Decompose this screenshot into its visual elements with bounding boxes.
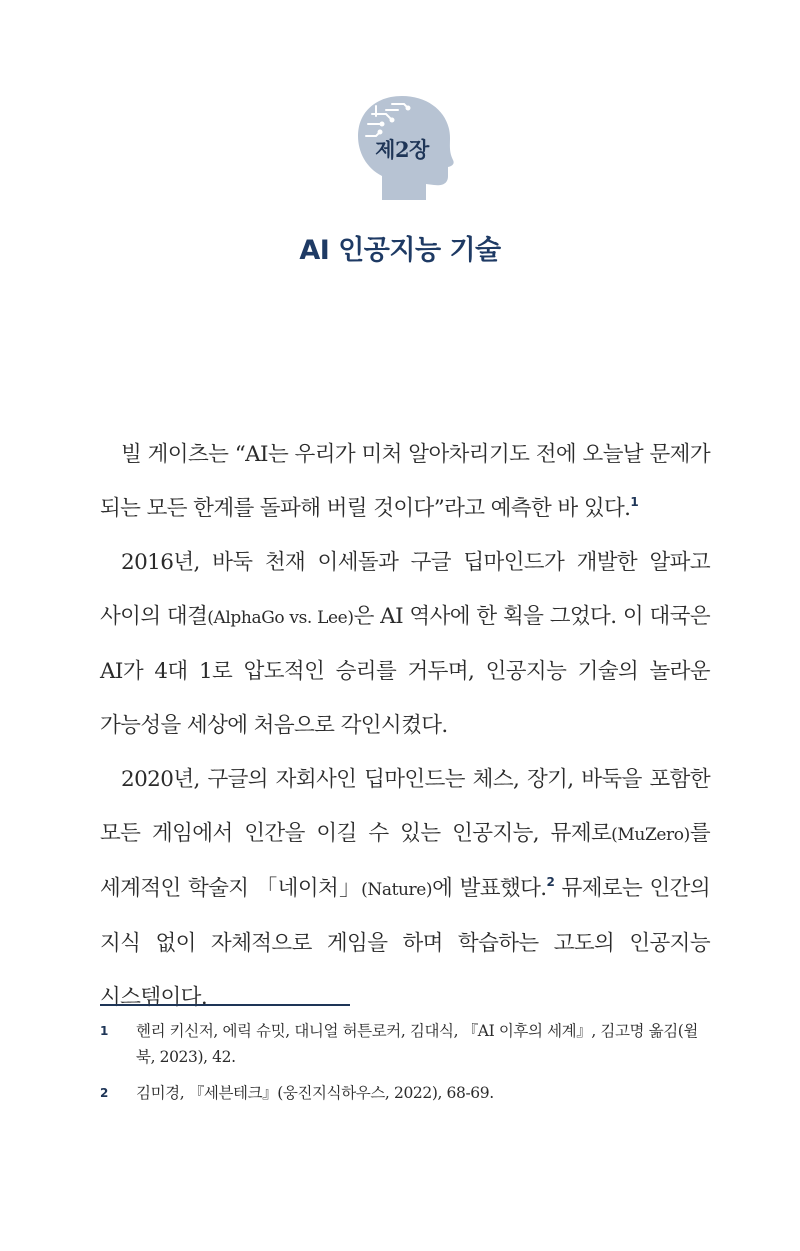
footnotes xyxy=(100,1018,710,1116)
paragraph-text: 에 발표했다. xyxy=(432,876,547,901)
paragraph-text: 를 세계적인 학술지 「네이처」 xyxy=(100,821,710,901)
chapter-label: 제2장 xyxy=(375,137,429,162)
footnote-number: 2 xyxy=(100,1086,108,1100)
body-text xyxy=(100,428,710,1025)
chapter-title: AI 인공지능 기술 xyxy=(299,235,501,266)
paragraph-text: 2016년, 바둑 천재 이세돌과 구글 딥마인드가 개발한 알파고 사이의 대결 xyxy=(100,550,710,629)
footnote-text: 김미경, 『세븐테크』(웅진지식하우스, 2022), 68-69. xyxy=(136,1084,494,1102)
footnote-ref-1: 1 xyxy=(630,495,639,509)
paragraph-text: 2020년, 구글의 자회사인 딥마인드는 체스, 장기, 바둑을 포함한 모든 게임에서 인간을 이길 수 있는 인공지능, 뮤제로 xyxy=(100,767,710,846)
paragraph-1 xyxy=(100,428,710,536)
paragraph-text: 은 AI 역사에 한 획을 그었다. 이 대국은 AI가 4대 1로 압도적인 승리를 거두며, 인공지능 기술의 놀라운 가능성을 세상에 처음으로 각인시켰다. xyxy=(100,604,710,738)
footnote-number: 1 xyxy=(100,1024,108,1038)
paragraph-text: 뮤제로는 인간의 지식 없이 자체적으로 게임을 하며 학습하는 고도의 인공지능 시스템이다. xyxy=(100,876,710,1010)
paragraph-text: 빌 게이츠는 “AI는 우리가 미처 알아차리기도 전에 오늘날 문제가 되는 모든 한계를 돌파해 버릴 것이다”라고 예측한 바 있다. xyxy=(100,442,710,521)
footnote-2 xyxy=(100,1080,710,1106)
footnote-text: 헨리 키신저, 에릭 슈밋, 대니얼 허튼로커, 김대식, 『AI 이후의 세계』, 김고명 옮김(윌북, 2023), 42. xyxy=(136,1022,698,1066)
latin-term: (MuZero) xyxy=(611,825,690,845)
footnote-1 xyxy=(100,1018,710,1070)
paragraph-2 xyxy=(100,536,710,753)
paragraph-3 xyxy=(100,753,710,1025)
footnote-divider xyxy=(100,1004,350,1006)
latin-term: (Nature) xyxy=(361,880,433,900)
latin-term: (AlphaGo vs. Lee) xyxy=(207,608,354,628)
footnote-ref-2: 2 xyxy=(546,875,555,889)
